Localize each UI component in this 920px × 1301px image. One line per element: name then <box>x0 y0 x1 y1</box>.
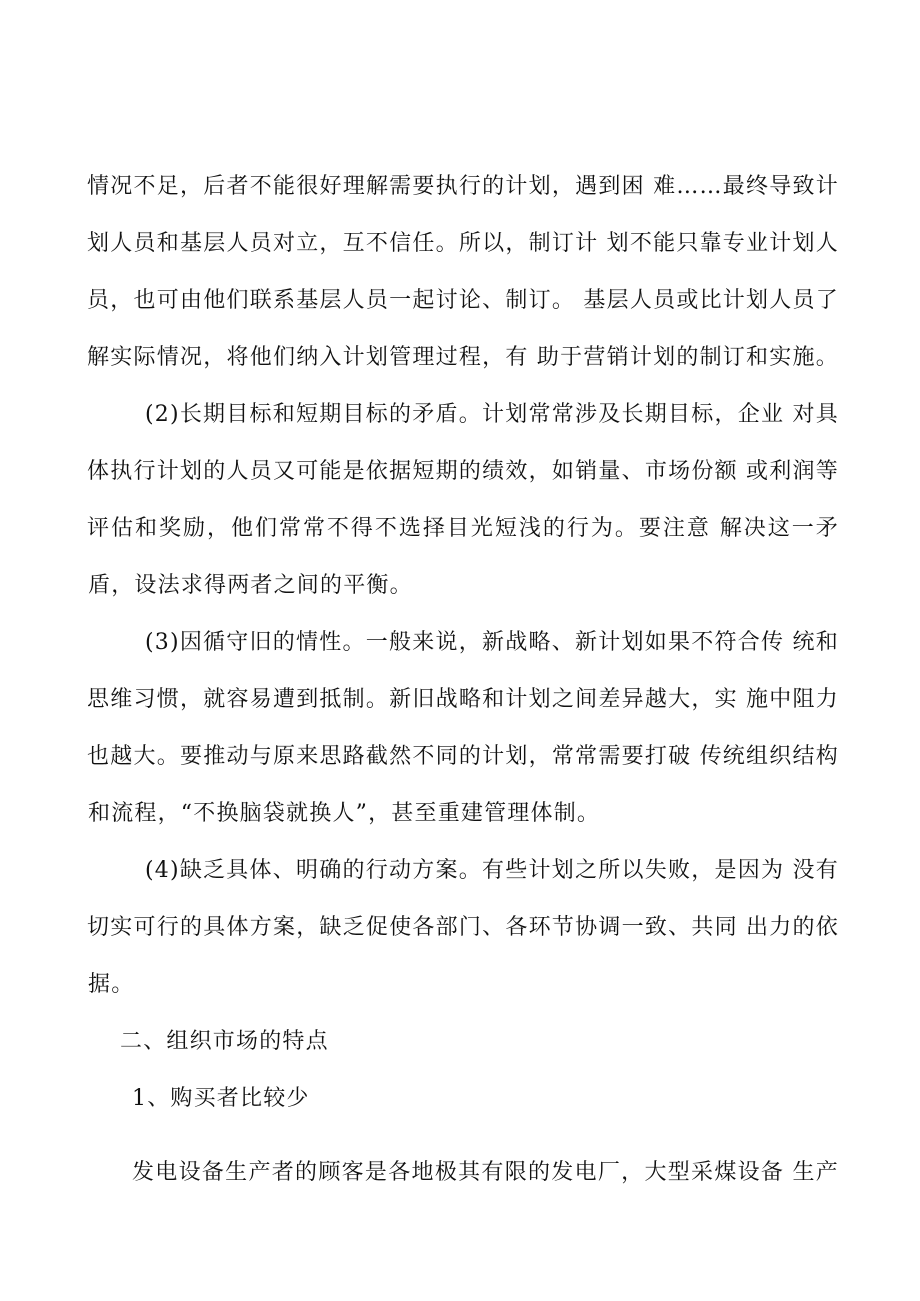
paragraph-line: 思维习惯，就容易遭到抵制。新旧战略和计划之间差异越大，实 施中阻力 <box>87 687 839 712</box>
paragraph-line: 体执行计划的人员又可能是依据短期的绩效，如销量、市场份额 或利润等 <box>87 459 839 484</box>
paragraph-line: 发电设备生产者的顾客是各地极其有限的发电厂，大型采煤设备 生产 <box>132 1160 839 1185</box>
paragraph-line: 切实可行的具体方案，缺乏促使各部门、各环节协调一致、共同 出力的依 <box>87 915 839 940</box>
paragraph-line: 解实际情况，将他们纳入计划管理过程，有 助于营销计划的制订和实施。 <box>87 345 839 370</box>
paragraph-line: (4)缺乏具体、明确的行动方案。有些计划之所以失败，是因为 没有 <box>145 858 839 883</box>
paragraph-line: 评估和奖励，他们常常不得不选择目光短浅的行为。要注意 解决这一矛 <box>87 516 839 541</box>
subsection-heading: 1、购买者比较少 <box>132 1086 310 1111</box>
paragraph-line: 和流程，“不换脑袋就换人”，甚至重建管理体制。 <box>88 801 601 826</box>
paragraph-line: 员，也可由他们联系基层人员一起讨论、制订。 基层人员或比计划人员了 <box>87 288 839 313</box>
paragraph-line: (3)因循守旧的情性。一般来说，新战略、新计划如果不符合传 统和 <box>145 630 839 655</box>
paragraph-line: 也越大。要推动与原来思路截然不同的计划，常常需要打破 传统组织结构 <box>87 744 839 769</box>
section-heading: 二、组织市场的特点 <box>120 1029 329 1054</box>
paragraph-line: 盾，设法求得两者之间的平衡。 <box>88 573 413 598</box>
paragraph-line: 划人员和基层人员对立，互不信任。所以，制订计 划不能只靠专业计划人 <box>87 231 839 256</box>
paragraph-line: 据。 <box>88 972 135 997</box>
paragraph-line: 情况不足，后者不能很好理解需要执行的计划，遇到困 难……最终导致计 <box>87 174 839 199</box>
paragraph-line: (2)长期目标和短期目标的矛盾。计划常常涉及长期目标，企业 对具 <box>145 402 839 427</box>
